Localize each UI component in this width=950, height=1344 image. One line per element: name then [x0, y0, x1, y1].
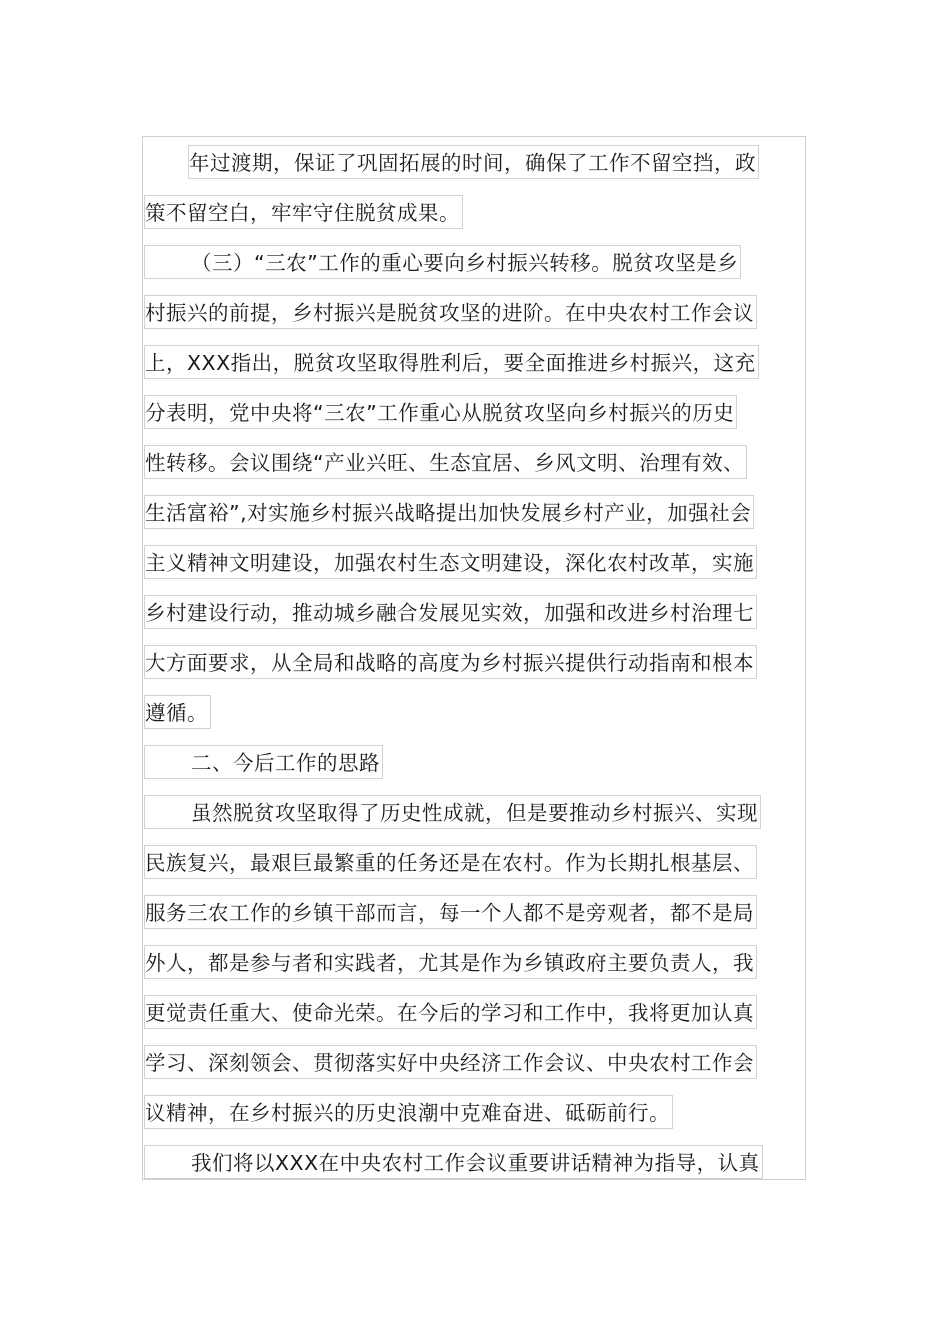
text-line: 我们将以XXX在中央农村工作会议重要讲话精神为指导，认真: [144, 1145, 763, 1179]
text-line: 分表明，党中央将“三农”工作重心从脱贫攻坚向乡村振兴的历史: [144, 395, 737, 429]
text-line: 遵循。: [144, 695, 211, 729]
text-line: （三）“三农”工作的重心要向乡村振兴转移。脱贫攻坚是乡: [144, 245, 741, 279]
text-line: 生活富裕”,对实施乡村振兴战略提出加快发展乡村产业，加强社会: [144, 495, 754, 529]
text-line: 上，XXX指出，脱贫攻坚取得胜利后，要全面推进乡村振兴，这充: [144, 345, 759, 379]
text-line: 议精神，在乡村振兴的历史浪潮中克难奋进、砥砺前行。: [144, 1095, 673, 1129]
text-line: 策不留空白，牢牢守住脱贫成果。: [144, 195, 463, 229]
section-heading: 二、今后工作的思路: [144, 745, 383, 779]
text-line: 年过渡期，保证了巩固拓展的时间，确保了工作不留空挡，政: [188, 145, 759, 179]
text-line: 性转移。会议围绕“产业兴旺、生态宜居、乡风文明、治理有效、: [144, 445, 747, 479]
text-line: 更觉责任重大、使命光荣。在今后的学习和工作中，我将更加认真: [144, 995, 757, 1029]
text-line: 虽然脱贫攻坚取得了历史性成就，但是要推动乡村振兴、实现: [144, 795, 761, 829]
text-line: 乡村建设行动，推动城乡融合发展见实效，加强和改进乡村治理七: [144, 595, 757, 629]
text-line: 大方面要求，从全局和战略的高度为乡村振兴提供行动指南和根本: [144, 645, 757, 679]
text-line: 外人，都是参与者和实践者，尤其是作为乡镇政府主要负责人，我: [144, 945, 757, 979]
text-line: 村振兴的前提，乡村振兴是脱贫攻坚的进阶。在中央农村工作会议: [144, 295, 757, 329]
text-line: 学习、深刻领会、贯彻落实好中央经济工作会议、中央农村工作会: [144, 1045, 757, 1079]
text-line: 主义精神文明建设，加强农村生态文明建设，深化农村改革，实施: [144, 545, 757, 579]
text-line: 服务三农工作的乡镇干部而言，每一个人都不是旁观者，都不是局: [144, 895, 757, 929]
text-line: 民族复兴，最艰巨最繁重的任务还是在农村。作为长期扎根基层、: [144, 845, 757, 879]
